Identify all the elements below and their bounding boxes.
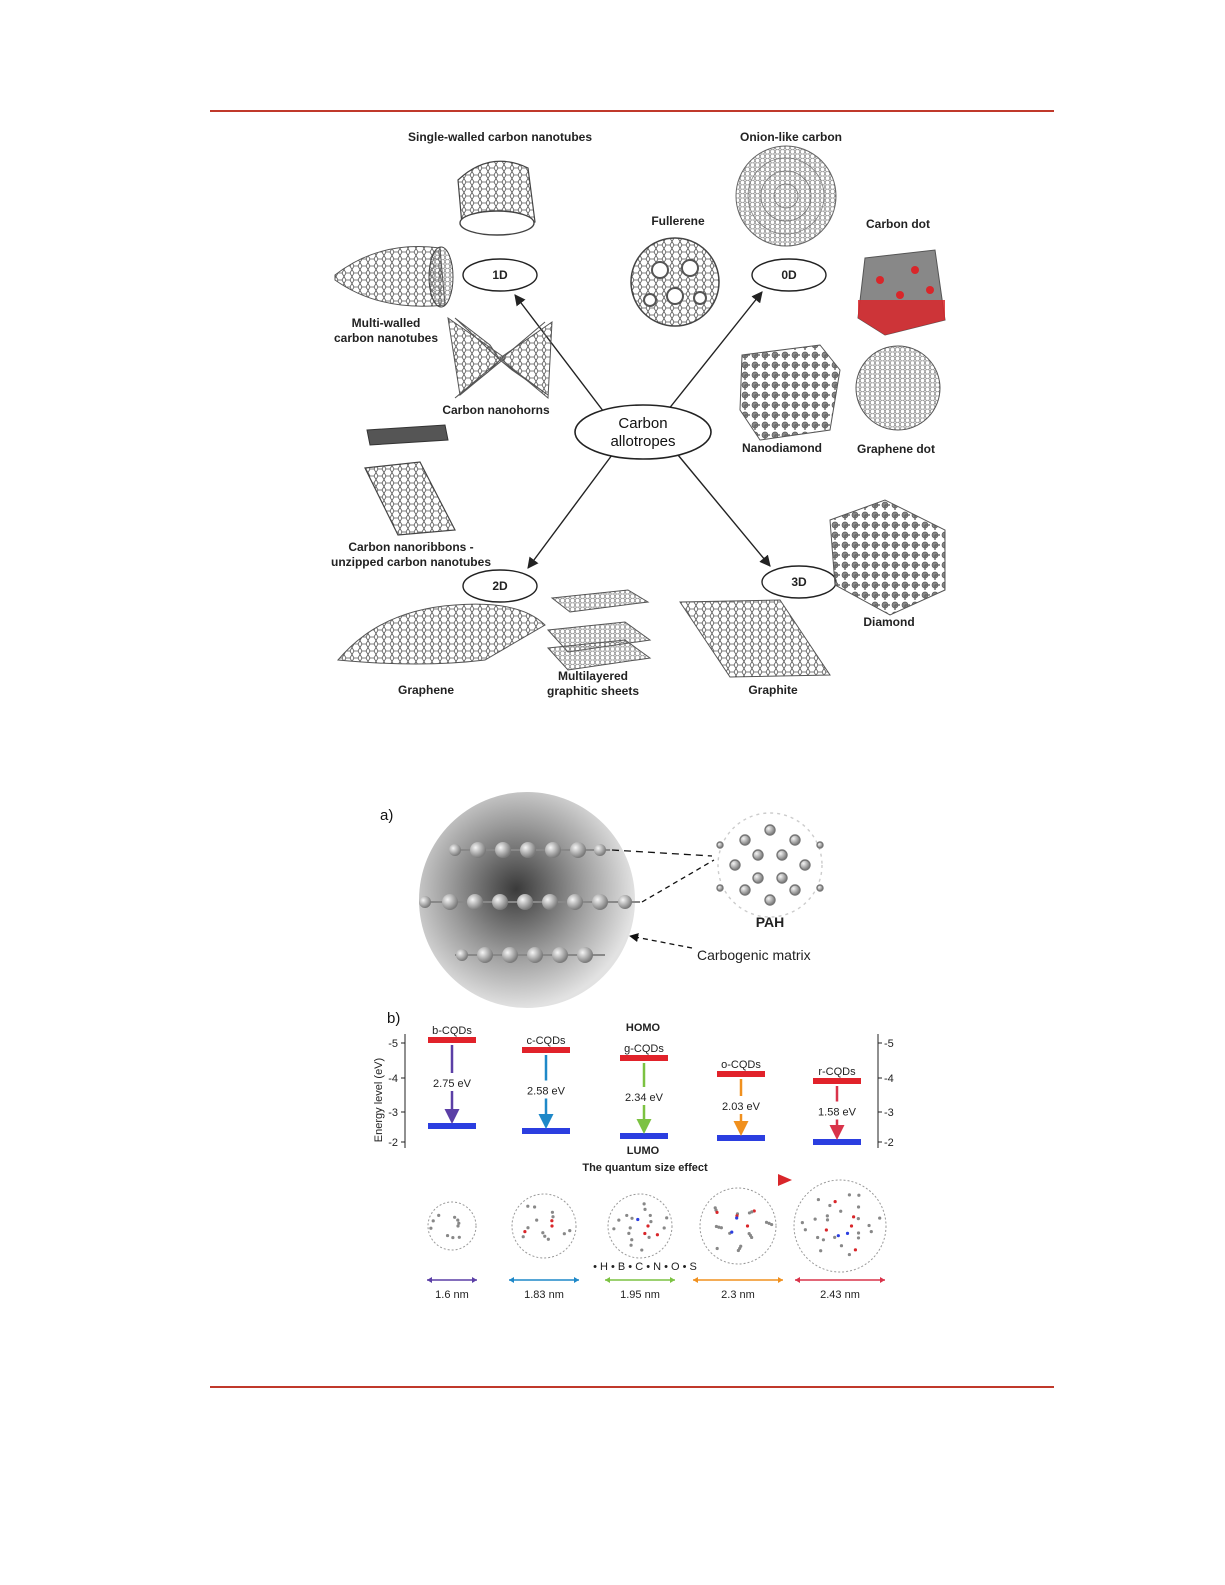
cqd-atom bbox=[541, 1231, 544, 1234]
cqd-atom bbox=[547, 1238, 550, 1241]
cqd-atom bbox=[451, 1236, 454, 1239]
homo-label: HOMO bbox=[625, 1022, 661, 1034]
level-o-CQDs bbox=[717, 1059, 765, 1141]
cqd-atom bbox=[456, 1218, 459, 1221]
gap-value: 2.03 eV bbox=[722, 1101, 760, 1113]
cqd-structure bbox=[608, 1194, 672, 1258]
energy-levels bbox=[428, 1025, 861, 1145]
dim-3d bbox=[762, 566, 836, 598]
cqd-atom bbox=[647, 1236, 650, 1239]
cqd-atom bbox=[850, 1224, 853, 1227]
cqd-atom bbox=[646, 1224, 649, 1227]
center-node bbox=[575, 405, 711, 459]
nanoribbons-image bbox=[365, 425, 455, 535]
nanohorns-image bbox=[448, 318, 552, 398]
cqd-atom bbox=[612, 1227, 615, 1230]
homo-bar bbox=[620, 1055, 668, 1061]
cqd-atom bbox=[857, 1231, 860, 1234]
size-bar bbox=[605, 1277, 675, 1301]
level-g-CQDs bbox=[620, 1043, 668, 1139]
size-arrow-left bbox=[693, 1277, 698, 1283]
cqd-atom bbox=[453, 1216, 456, 1219]
cqd-atom bbox=[848, 1253, 851, 1256]
cqd-atom bbox=[551, 1211, 554, 1214]
pah-link-1 bbox=[612, 850, 712, 856]
cqd-atom bbox=[765, 1221, 768, 1224]
size-label: 1.6 nm bbox=[435, 1289, 469, 1301]
right-tick-label: -2 bbox=[884, 1137, 894, 1149]
mwcnt-image bbox=[335, 247, 453, 307]
svg-text:2D: 2D bbox=[492, 579, 508, 593]
lumo-bar bbox=[620, 1133, 668, 1139]
cqd-atom bbox=[656, 1233, 659, 1236]
cqd-atom bbox=[550, 1219, 553, 1222]
cqd-atom bbox=[630, 1238, 633, 1241]
cqd-atom bbox=[437, 1214, 440, 1217]
label-nanodiamond: Nanodiamond bbox=[742, 441, 822, 455]
cqd-atom bbox=[840, 1244, 843, 1247]
size-bar bbox=[509, 1277, 579, 1301]
cqd-atom bbox=[739, 1245, 742, 1248]
right-tick-label: -4 bbox=[884, 1073, 894, 1085]
size-label: 1.95 nm bbox=[620, 1289, 660, 1301]
cqd-atom bbox=[563, 1232, 566, 1235]
cqd-atom bbox=[817, 1198, 820, 1201]
left-tick-label: -5 bbox=[388, 1038, 398, 1050]
quantum-effect-arrowhead bbox=[778, 1174, 792, 1186]
cqd-name: o-CQDs bbox=[721, 1059, 761, 1071]
cqd-atom bbox=[550, 1224, 553, 1227]
gap-value: 2.75 eV bbox=[433, 1078, 471, 1090]
cqd-atom bbox=[625, 1214, 628, 1217]
size-arrow-right bbox=[670, 1277, 675, 1283]
level-r-CQDs bbox=[813, 1066, 861, 1145]
carbon-dot-image bbox=[858, 250, 945, 335]
cqd-atom bbox=[801, 1221, 804, 1224]
cqd-atom bbox=[543, 1235, 546, 1238]
label-graphene-dot: Graphene dot bbox=[856, 442, 936, 456]
cqd-atom bbox=[826, 1214, 829, 1217]
dim-2d bbox=[463, 570, 537, 602]
size-label: 1.83 nm bbox=[524, 1289, 564, 1301]
cqd-atom bbox=[857, 1236, 860, 1239]
panel-b-tag: b) bbox=[387, 1010, 401, 1027]
svg-text:1D: 1D bbox=[492, 268, 508, 282]
label-nanoribbons-2: unzipped carbon nanotubes bbox=[330, 555, 492, 569]
homo-bar bbox=[813, 1078, 861, 1084]
right-tick-label: -5 bbox=[884, 1038, 894, 1050]
fullerene-image bbox=[631, 238, 719, 326]
label-diamond: Diamond bbox=[863, 615, 915, 629]
homo-bar bbox=[717, 1071, 765, 1077]
cqd-atom bbox=[857, 1194, 860, 1197]
size-bar bbox=[427, 1277, 477, 1301]
label-carbon-dot: Carbon dot bbox=[866, 217, 930, 231]
size-label: 2.43 nm bbox=[820, 1289, 860, 1301]
left-ticks bbox=[388, 1038, 405, 1149]
gap-value: 2.34 eV bbox=[625, 1092, 663, 1104]
cqd-atom bbox=[429, 1227, 432, 1230]
cqd-atom bbox=[837, 1234, 840, 1237]
cqd-atom bbox=[432, 1219, 435, 1222]
cqd-structure bbox=[512, 1194, 576, 1258]
cqd-atom bbox=[852, 1215, 855, 1218]
cqd-name: g-CQDs bbox=[624, 1043, 664, 1055]
svg-text:3D: 3D bbox=[791, 575, 807, 589]
cqd-atom bbox=[870, 1230, 873, 1233]
cqd-atom bbox=[643, 1208, 646, 1211]
cqd-atom bbox=[814, 1218, 817, 1221]
size-arrow-right bbox=[574, 1277, 579, 1283]
label-nanoribbons-1: Carbon nanoribbons - bbox=[348, 540, 474, 554]
cqd-atom bbox=[630, 1217, 633, 1220]
cqd-atom bbox=[526, 1205, 529, 1208]
pah-link-2 bbox=[642, 860, 714, 902]
cqd-atom bbox=[522, 1235, 525, 1238]
left-tick-label: -3 bbox=[388, 1107, 398, 1119]
right-tick-label: -3 bbox=[884, 1107, 894, 1119]
label-swcnt: Single-walled carbon nanotubes bbox=[407, 130, 593, 144]
cqd-structures bbox=[428, 1180, 886, 1272]
cqd-atom bbox=[643, 1232, 646, 1235]
label-mwcnt-1: Multi-walled bbox=[351, 316, 421, 330]
pah-molecule bbox=[717, 813, 823, 917]
label-nanohorns: Carbon nanohorns bbox=[442, 403, 550, 417]
cqd-atom bbox=[804, 1228, 807, 1231]
right-ticks bbox=[878, 1038, 894, 1149]
dim-1d bbox=[463, 259, 537, 291]
cqd-atom bbox=[636, 1218, 639, 1221]
cqd-atom bbox=[748, 1211, 751, 1214]
cqd-atom bbox=[446, 1234, 449, 1237]
cqd-outline bbox=[428, 1202, 476, 1250]
swcnt-image bbox=[458, 161, 535, 235]
size-arrow-right bbox=[472, 1277, 477, 1283]
cqd-atom bbox=[456, 1224, 459, 1227]
size-bar bbox=[795, 1277, 885, 1301]
label-graphite: Graphite bbox=[748, 683, 798, 697]
cqd-outline bbox=[608, 1194, 672, 1258]
cqd-atom bbox=[649, 1220, 652, 1223]
cqd-atom bbox=[833, 1236, 836, 1239]
cqd-outline bbox=[700, 1188, 776, 1264]
cqd-atom bbox=[839, 1210, 842, 1213]
cqd-atom bbox=[663, 1226, 666, 1229]
cqd-outline bbox=[794, 1180, 886, 1272]
size-scale-bars bbox=[427, 1277, 885, 1301]
cqd-atom bbox=[720, 1226, 723, 1229]
size-label: 2.3 nm bbox=[721, 1289, 755, 1301]
cqd-structure bbox=[700, 1188, 776, 1264]
center-line-1: Carbon bbox=[618, 415, 668, 432]
level-b-CQDs bbox=[428, 1025, 476, 1129]
size-arrow-left bbox=[605, 1277, 610, 1283]
label-onion: Onion-like carbon bbox=[739, 130, 843, 144]
cqd-name: b-CQDs bbox=[432, 1025, 472, 1037]
size-arrow-right bbox=[880, 1277, 885, 1283]
graphene-image bbox=[338, 604, 545, 664]
lumo-bar bbox=[522, 1128, 570, 1134]
cqd-atom bbox=[825, 1228, 828, 1231]
cqd-atom bbox=[643, 1202, 646, 1205]
cqd-atom bbox=[716, 1247, 719, 1250]
label-multilayer-2: graphitic sheets bbox=[546, 684, 640, 698]
center-line-2: allotropes bbox=[610, 433, 676, 450]
homo-bar bbox=[522, 1047, 570, 1053]
cqd-atom bbox=[867, 1224, 870, 1227]
cqd-atom bbox=[826, 1218, 829, 1221]
cqd-atom bbox=[848, 1193, 851, 1196]
left-tick-label: -4 bbox=[388, 1073, 398, 1085]
cqd-atom bbox=[857, 1205, 860, 1208]
gap-value: 2.58 eV bbox=[527, 1085, 565, 1098]
label-graphene: Graphene bbox=[397, 683, 455, 697]
size-arrow-left bbox=[509, 1277, 514, 1283]
panel-a-figure bbox=[0, 780, 1225, 1010]
cqd-atom bbox=[551, 1215, 554, 1218]
size-arrow-left bbox=[427, 1277, 432, 1283]
label-mwcnt-2: carbon nanotubes bbox=[333, 331, 439, 345]
cqd-atom bbox=[533, 1205, 536, 1208]
cqd-structure bbox=[428, 1202, 476, 1250]
cqd-atom bbox=[715, 1211, 718, 1214]
size-bar bbox=[693, 1277, 783, 1301]
cqd-atom bbox=[819, 1249, 822, 1252]
label-fullerene: Fullerene bbox=[651, 214, 705, 228]
cqd-name: c-CQDs bbox=[526, 1035, 566, 1047]
lumo-bar bbox=[717, 1135, 765, 1141]
cqd-atom bbox=[457, 1222, 460, 1225]
lumo-bar bbox=[428, 1123, 476, 1129]
cqd-atom bbox=[568, 1229, 571, 1232]
cqd-atom bbox=[735, 1216, 738, 1219]
pah-label: PAH bbox=[755, 914, 785, 930]
cqd-atom bbox=[649, 1214, 652, 1217]
level-c-CQDs bbox=[522, 1035, 570, 1134]
y-axis-label: Energy level (eV) bbox=[373, 1057, 385, 1143]
cqd-atom bbox=[857, 1217, 860, 1220]
multilayer-image bbox=[548, 590, 650, 670]
cqd-atom bbox=[746, 1224, 749, 1227]
matrix-arrow bbox=[630, 936, 692, 948]
cqd-atom bbox=[629, 1226, 632, 1229]
homo-bar bbox=[428, 1037, 476, 1043]
cqd-atom bbox=[665, 1216, 668, 1219]
left-tick-label: -2 bbox=[388, 1137, 398, 1149]
cqd-atom bbox=[816, 1236, 819, 1239]
element-legend: • H • B • C • N • O • S bbox=[593, 1261, 697, 1273]
label-multilayer-1: Multilayered bbox=[557, 669, 629, 683]
cqd-atom bbox=[458, 1236, 461, 1239]
cqd-atom bbox=[629, 1244, 632, 1247]
cqd-atom bbox=[822, 1238, 825, 1241]
cqd-atom bbox=[828, 1204, 831, 1207]
bottom-rule bbox=[210, 1386, 1054, 1388]
cqd-atom bbox=[854, 1248, 857, 1251]
cqd-atom bbox=[748, 1232, 751, 1235]
onion-carbon-image bbox=[736, 146, 836, 246]
cqd-atom bbox=[535, 1219, 538, 1222]
quantum-effect-label: The quantum size effect bbox=[582, 1162, 708, 1174]
nanodiamond-image bbox=[740, 345, 840, 440]
cqd-atom bbox=[617, 1219, 620, 1222]
cqd-atom bbox=[730, 1230, 733, 1233]
cqd-name: r-CQDs bbox=[818, 1066, 856, 1078]
cqd-atom bbox=[834, 1200, 837, 1203]
cqd-atom bbox=[627, 1232, 630, 1235]
cqd-atom bbox=[523, 1230, 526, 1233]
carbon-allotropes-figure bbox=[0, 0, 1225, 720]
dim-0d bbox=[752, 259, 826, 291]
cqd-atom bbox=[640, 1248, 643, 1251]
matrix-label: Carbogenic matrix bbox=[697, 947, 811, 963]
panel-a-tag: a) bbox=[380, 807, 394, 824]
gap-value: 1.58 eV bbox=[818, 1106, 856, 1119]
panel-b-figure bbox=[0, 1005, 1225, 1305]
size-arrow-right bbox=[778, 1277, 783, 1283]
cqd-atom bbox=[526, 1226, 529, 1229]
cqd-atom bbox=[846, 1232, 849, 1235]
graphene-dot-image bbox=[856, 346, 940, 430]
cqd-atom bbox=[878, 1216, 881, 1219]
lumo-bar bbox=[813, 1139, 861, 1145]
graphite-image bbox=[680, 600, 830, 677]
cqd-outline bbox=[512, 1194, 576, 1258]
size-arrow-left bbox=[795, 1277, 800, 1283]
svg-text:0D: 0D bbox=[781, 268, 797, 282]
lumo-label: LUMO bbox=[626, 1145, 660, 1157]
diamond-image bbox=[830, 500, 945, 615]
cqd-structure bbox=[794, 1180, 886, 1272]
